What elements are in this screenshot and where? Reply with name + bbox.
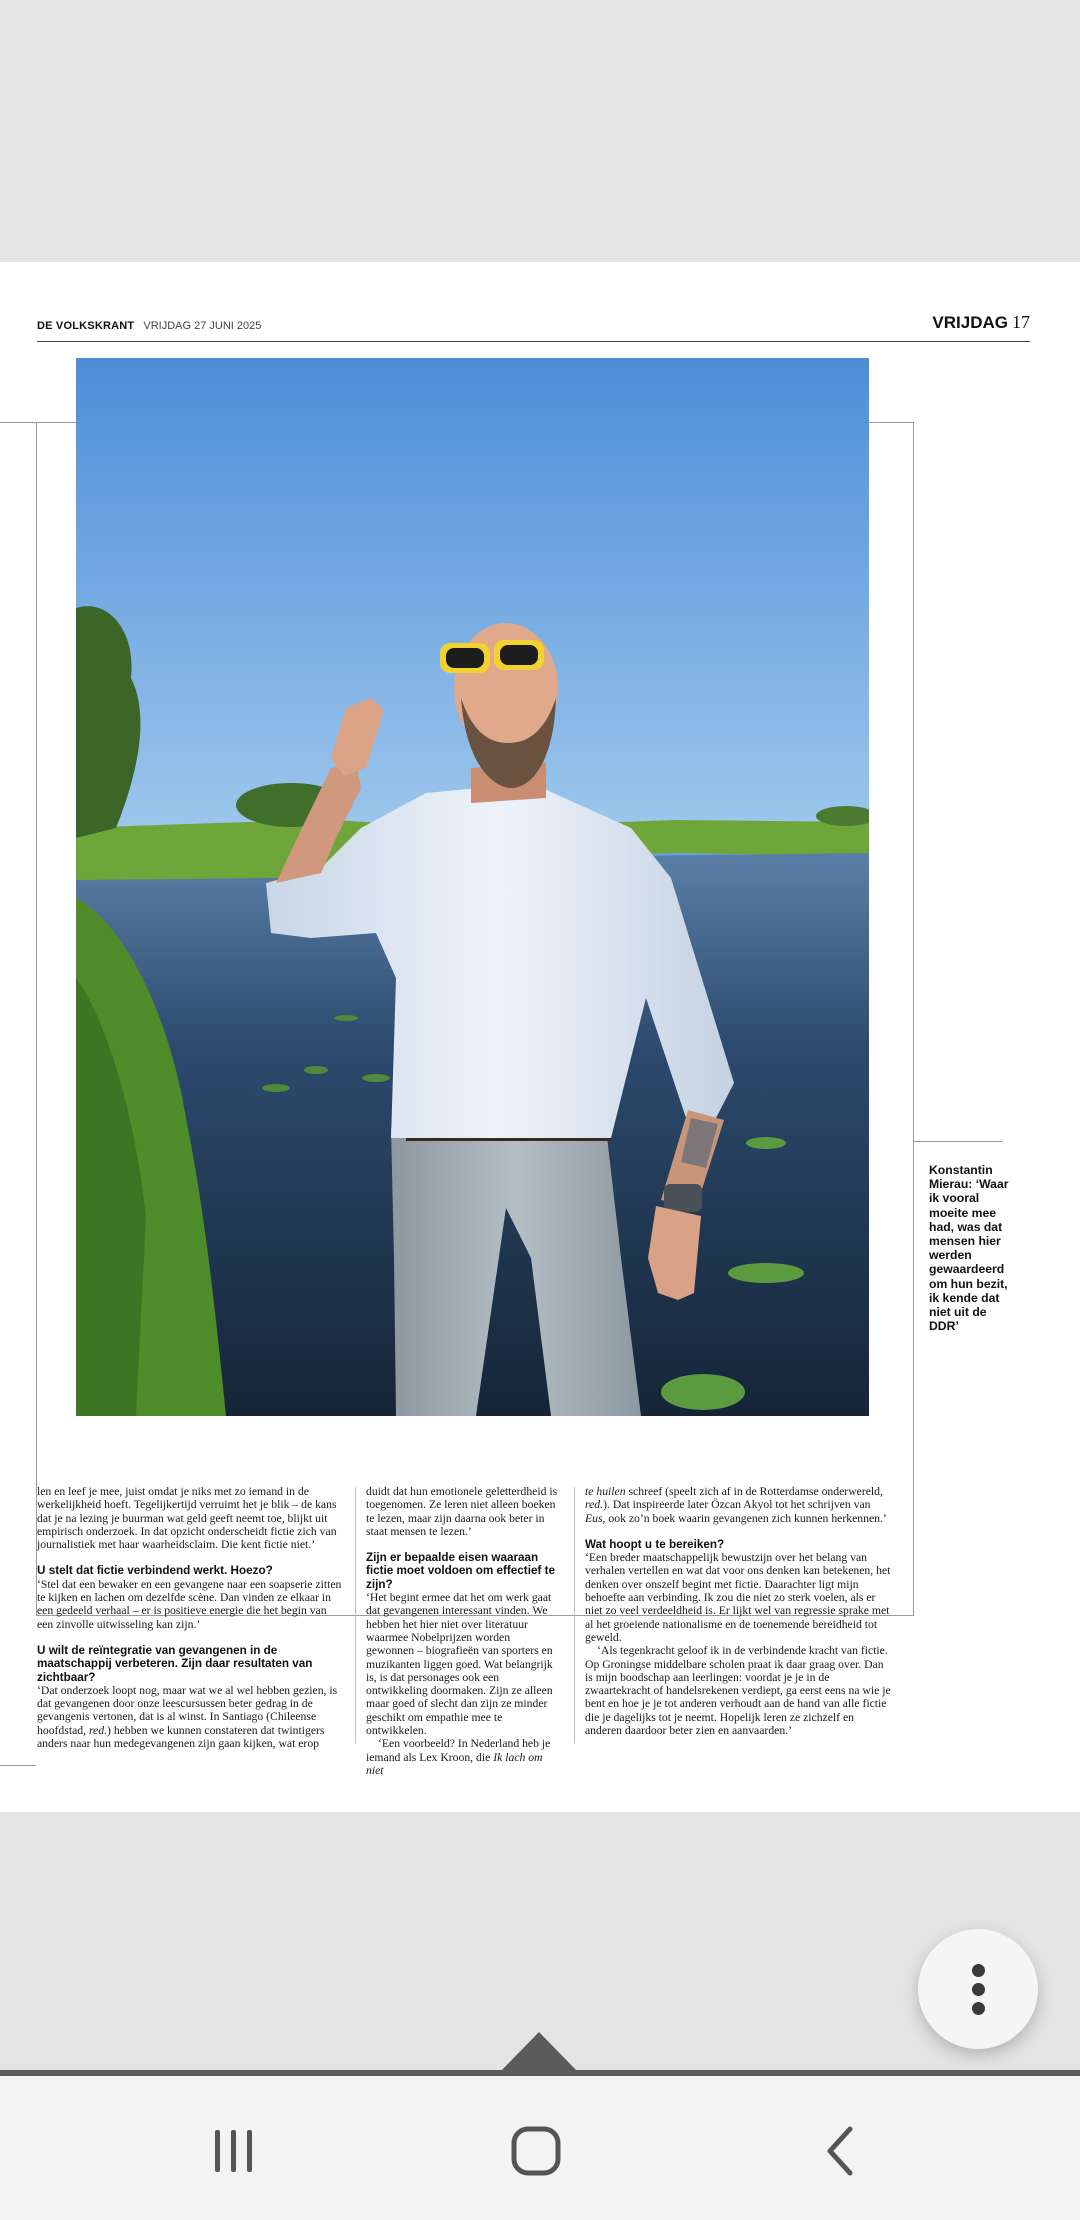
article-photo [76,358,869,1416]
masthead-right [932,312,1030,333]
paragraph: ‘Als tegenkracht geloof ik in de verbindende kracht van fictie. Op Groningse middelbare scholen praat ik daar graag over. Dan is mijn boodschap aan leerlingen: voordat je je in de zwaartekracht of handelsrekenen verdiept, ga eerst eens na wie je bent en hoe je je tot anderen verhoudt aan de hand van alle fictie die je dagelijks tot je neemt. Hopelijk leren ze zichzelf en anderen daardoor beter zien en aanvaarden.’ [585,1644,891,1738]
interview-question: U stelt dat fictie verbindend werkt. Hoezo? [37,1564,273,1578]
photo-illustration [76,358,869,1416]
more-vert-icon [972,1964,985,1977]
paragraph: ‘Stel dat een bewaker en een gevangene naar een soapserie zitten te kijken en lachen om dezelfde scène. Dan vinden ze elkaar in een gedeeld verhaal – er is positieve energie die het begin van een zinvolle uitwisseling kan zijn.’ [37,1577,342,1631]
frame-left-rule [0,422,36,423]
more-vert-icon [972,2002,985,2015]
text-run: schreef (speelt zich af in de Rotterdamse onderwereld, [625,1485,883,1498]
issue-date: VRIJDAG 27 JUNI 2025 [143,320,262,332]
paragraph: len en leef je mee, juist omdat je niks met zo iemand in de werkelijkheid hoeft. Tegelijkertijd verruimt het je blik – de kans dat je na lezing je buurman wat geld geeft neemt toe, blijkt uit empirisch onderzoek. In dat opzicht onderscheidt fictie zich van journalistiek met haar waarheidsclaim. Die kent fictie niet.’ [37,1485,337,1552]
interview-question: Wat hoopt u te bereiken? [585,1537,725,1551]
recents-icon [211,2128,257,2174]
paragraph: ‘Het begint ermee dat het om werk gaat dat gevangenen interessant vinden. We hebben het hier niet over literatuur waarmee Nobelprijzen worden gewonnen – biografieën van sporters en muzikanten liggen goed. Wat belangrijk is, is dat personages ook een ontwikkeling doormaken. Zijn ze alleen maar goed of slecht dan zijn ze minder geschikt om empathie mee te ontwikkelen. [366,1591,553,1738]
book-title: te huilen [585,1485,626,1498]
paragraph [37,1684,344,1750]
interview-question: Zijn er bepaalde eisen waaraan fictie moet voldoen om effectief te zijn? [366,1551,555,1591]
masthead-left [37,320,261,332]
frame-bottom-rule [0,1765,36,1766]
caption-rule [914,1141,1002,1142]
text-run: ) hebben we kunnen constateren dat twintigers anders naar hun medegevangenen zijn gaan kijken, wat erop [37,1723,325,1751]
book-title: Eus [585,1511,603,1525]
text-run: ‘Dat onderzoek loopt nog, maar wat we al wel hebben gezien, is dat gevangenen door onze leescursussen beter gedrag in de gevangenis vertonen, dat is al winst. In Santiago (Chileense hoofdstad, [37,1683,338,1737]
article-column-1 [37,1485,344,1763]
editorial-note: red. [585,1498,604,1512]
book-title: Ik lach om niet [366,1750,543,1777]
page-number: 17 [1012,312,1030,332]
column-separator [355,1487,356,1743]
home-button[interactable] [496,2116,576,2186]
system-navigation-bar [0,2076,1080,2220]
interview-question: U wilt de reïntegratie van gevangenen in de maatschappij verbeteren. Zijn daar resultaten van zichtbaar? [37,1643,313,1684]
home-icon [510,2125,562,2177]
paragraph [585,1485,892,1525]
article-column-3 [585,1485,892,1737]
recents-button[interactable] [194,2116,274,2186]
back-button[interactable] [800,2116,880,2186]
editorial-note: red. [88,1723,108,1737]
photo-caption: Konstantin Mierau: ‘Waar ik vooral moeite mee had, was dat mensen hier werden gewaardeerd om hun bezit, ik kende dat niet uit de DDR’ [929,1163,1009,1334]
masthead-rule [37,341,1030,342]
section-day: VRIJDAG [932,313,1008,332]
paragraph: ‘Een breder maatschappelijk bewustzijn over het belang van verhalen vertellen en wat dat voor ons denken kan betekenen, het denken over onszelf begint met fictie. Daarachter ligt mijn behoefte aan verbinding. Ik zou die niet zo sterk voelen, als er niet zo veel verdeeldheid is. Er lijkt wel van regressie sprake met al het groeiende nationalisme en de toenemende bereidheid tot geweld. [585,1551,891,1644]
article-column-2 [366,1485,560,1777]
text-run: , ook zo’n boek waarin gevangenen zich kunnen herkennen.’ [602,1511,887,1525]
bottom-sheet-handle[interactable] [500,2032,578,2072]
text-run: ). Dat inspireerde later Özcan Akyol tot het schrijven van [603,1498,871,1512]
paragraph [366,1737,560,1777]
newspaper-name: DE VOLKSKRANT [37,320,135,332]
more-vert-icon [972,1983,985,1996]
back-icon [820,2125,860,2177]
more-options-button[interactable] [918,1929,1038,2049]
text-run: ‘Een voorbeeld? In Nederland heb je iemand als Lex Kroon, die [366,1737,551,1764]
paragraph: duidt dat hun emotionele geletterdheid is toegenomen. Ze leren niet alleen boeken te lezen, maar zijn daarna ook beter in staat mensen te lezen.’ [366,1485,558,1538]
column-separator [574,1487,575,1743]
newspaper-page [0,262,1080,1812]
